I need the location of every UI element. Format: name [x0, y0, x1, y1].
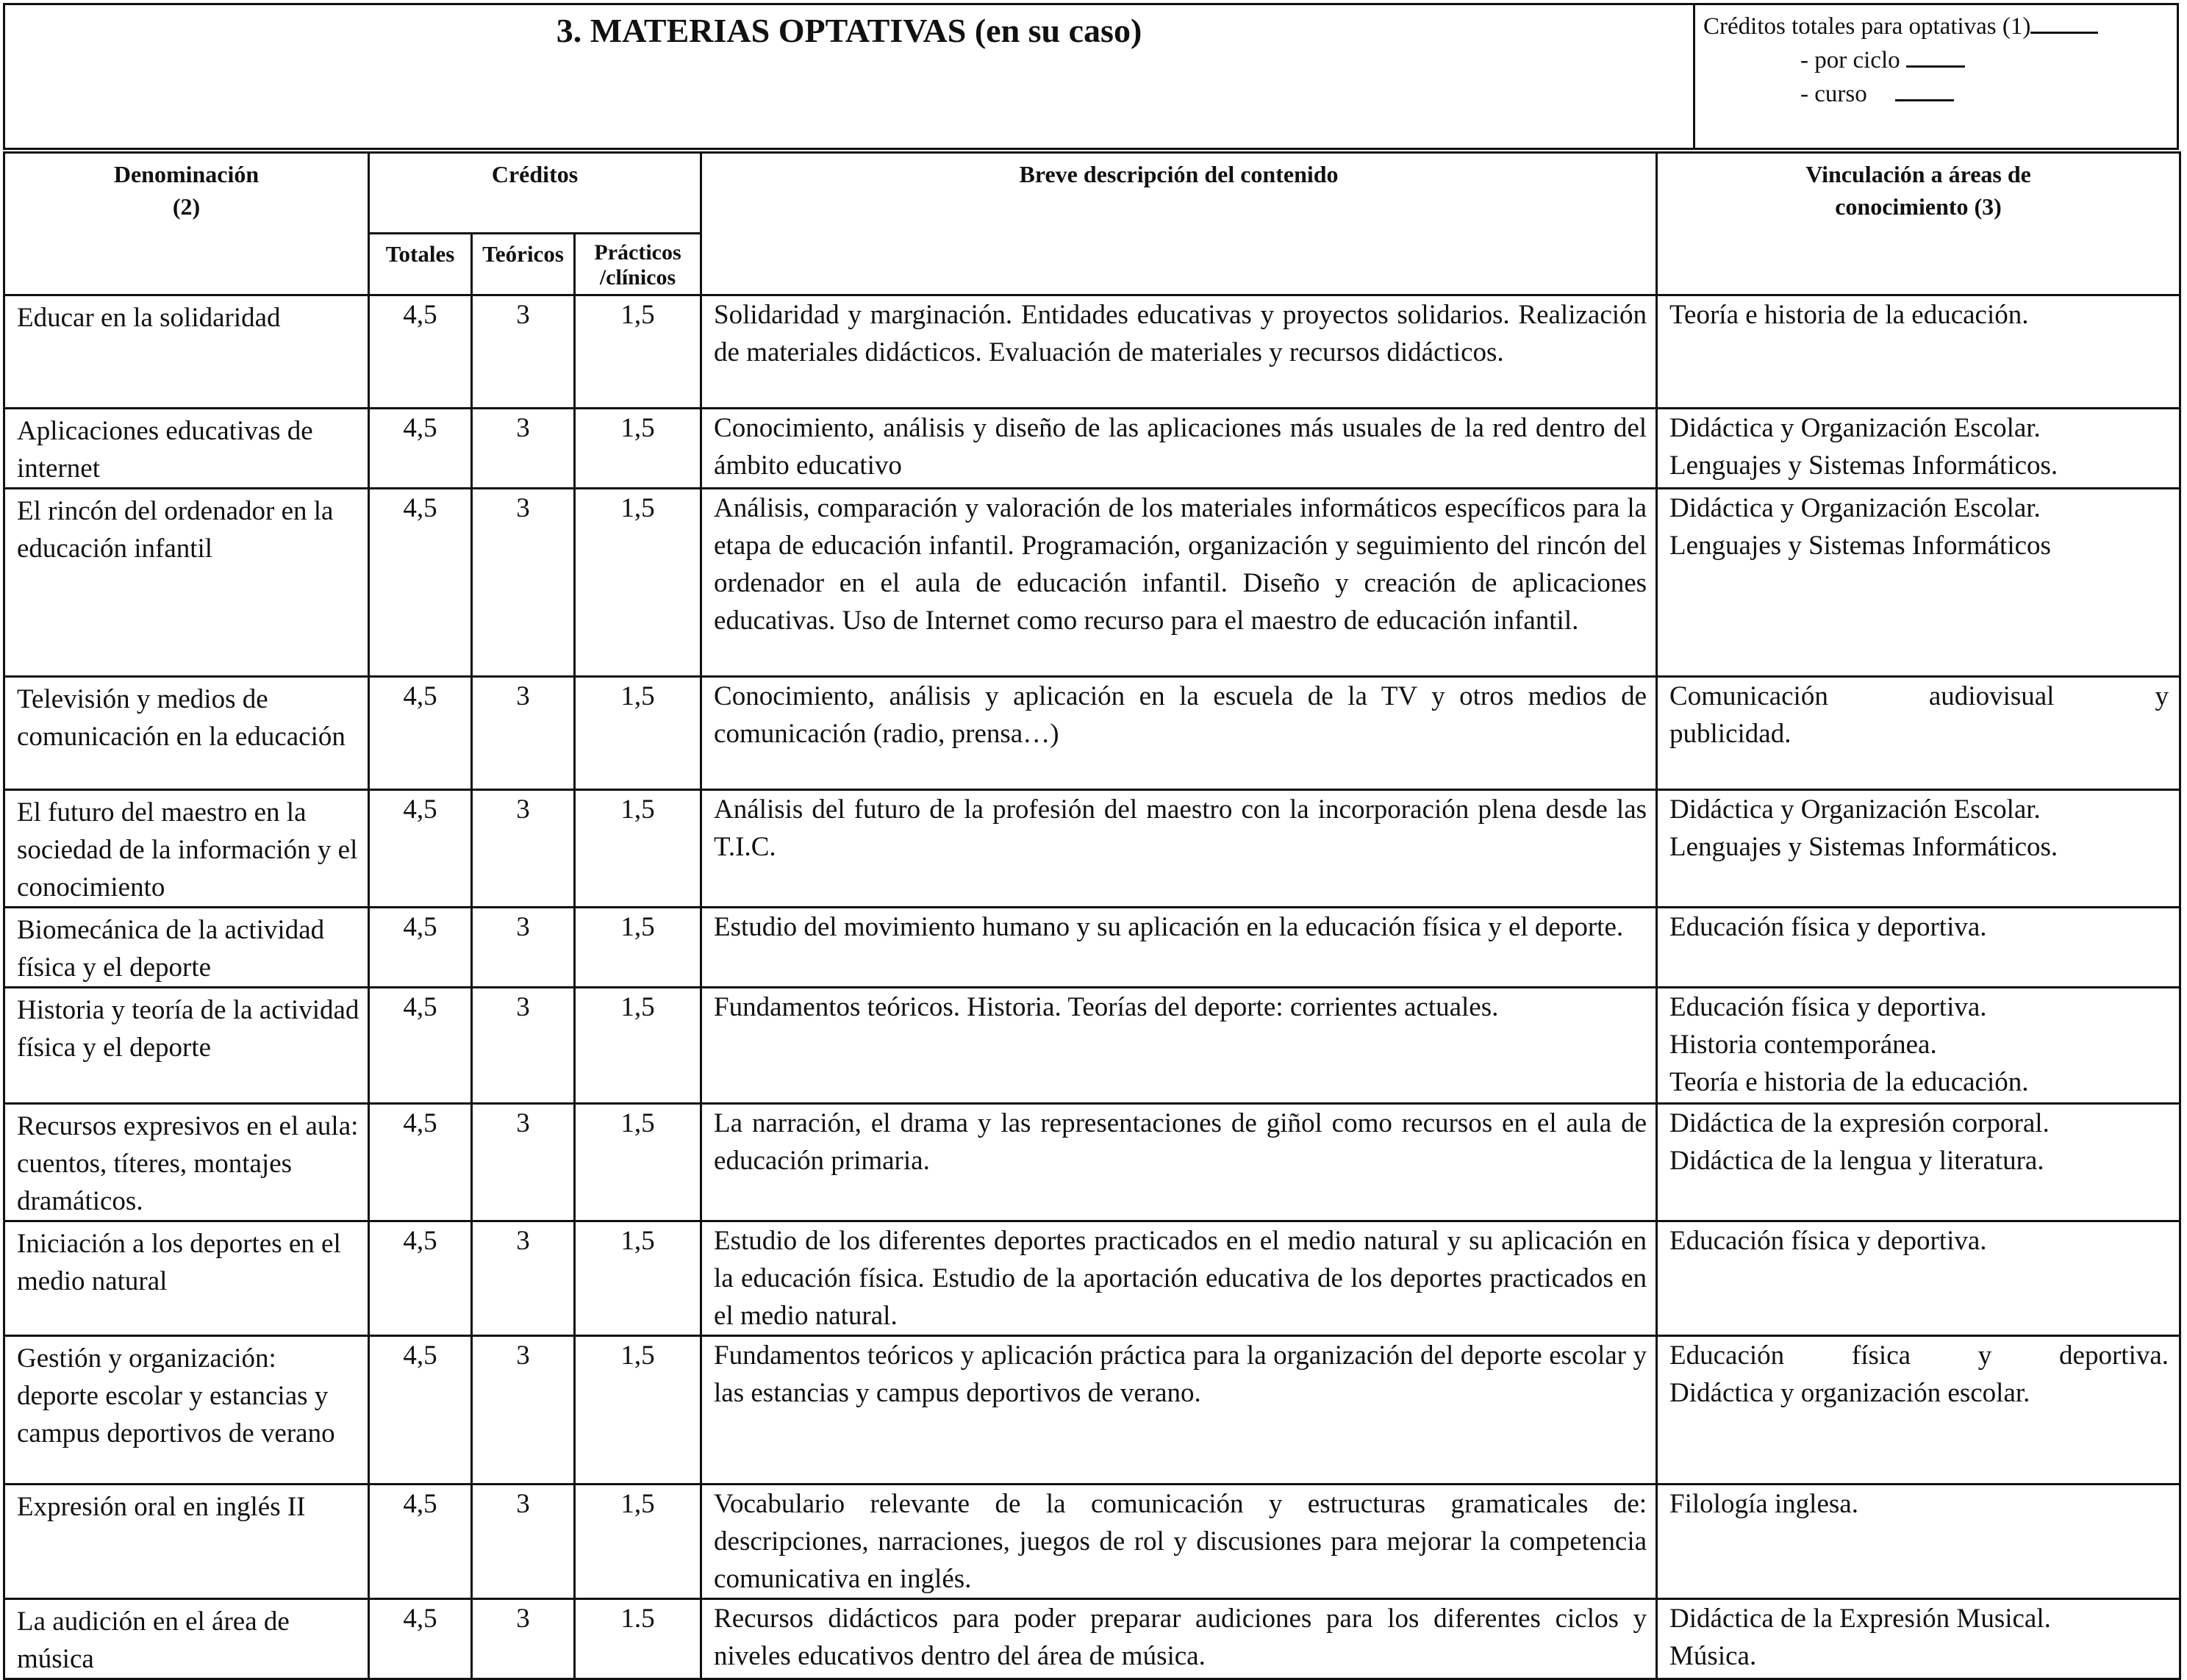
subject-name: Educar en la solidaridad: [4, 295, 369, 409]
knowledge-areas: [1657, 489, 2180, 677]
subject-description: Vocabulario relevante de la comunicación y estructuras gramaticales de: descripciones, narraciones, juegos de rol y discusiones para mejorar la competencia comunicativa en inglés.: [701, 1485, 1657, 1599]
knowledge-areas: [1657, 908, 2180, 988]
credits-teoricos: 3: [472, 908, 575, 988]
header-band: [3, 3, 2179, 150]
subject-description: Análisis, comparación y valoración de los materiales informáticos específicos para la etapa de educación infantil. Programación, organización y seguimiento del rincón del ordenador en el aula de educación infantil. Diseño y creación de aplicaciones educativas. Uso de Internet como recurso para el maestro de educación infantil.: [701, 489, 1657, 677]
credits-practicos: 1,5: [575, 677, 701, 790]
header-divider: [1693, 5, 1695, 148]
table-row: [4, 1485, 2180, 1599]
col-header-name: Denominación (2): [4, 153, 369, 295]
credits-totales: 4,5: [369, 409, 472, 489]
credits-teoricos: 3: [472, 1336, 575, 1485]
subject-description: Estudio del movimiento humano y su aplicación en la educación física y el deporte.: [701, 908, 1657, 988]
credits-total-line: [1703, 10, 2098, 43]
credits-per-cycle-label: - por ciclo: [1800, 47, 1900, 73]
knowledge-area-line: Educación física y deportiva.: [1669, 1340, 2169, 1371]
knowledge-areas: [1657, 1336, 2180, 1485]
credits-summary: [1703, 10, 2098, 111]
credits-course-line: [1703, 77, 2098, 111]
table-row: [4, 295, 2180, 409]
credits-practicos: 1,5: [575, 409, 701, 489]
credits-practicos: 1.5: [575, 1599, 701, 1679]
credits-totales: 4,5: [369, 908, 472, 988]
table-row: [4, 489, 2180, 677]
knowledge-area-line: Didáctica de la Expresión Musical.: [1669, 1604, 2051, 1634]
table-row: [4, 1599, 2180, 1679]
table-row: [4, 908, 2180, 988]
col-header-areas: Vinculación a áreas de conocimiento (3): [1657, 153, 2180, 295]
subject-description: Solidaridad y marginación. Entidades educativas y proyectos solidarios. Realización de materiales didácticos. Evaluación de materiales y recursos didácticos.: [701, 295, 1657, 409]
table-row: [4, 1336, 2180, 1485]
knowledge-areas: [1657, 1221, 2180, 1336]
credits-totales: 4,5: [369, 1221, 472, 1336]
credits-practicos: 1,5: [575, 790, 701, 908]
subject-description: Fundamentos teóricos. Historia. Teorías del deporte: corrientes actuales.: [701, 988, 1657, 1104]
credits-teoricos: 3: [472, 1221, 575, 1336]
table-row: [4, 677, 2180, 790]
subject-name: Gestión y organización: deporte escolar y estancias y campus deportivos de verano: [4, 1336, 369, 1485]
knowledge-area-line: Teoría e historia de la educación.: [1669, 1067, 2029, 1097]
credits-practicos: 1,5: [575, 1221, 701, 1336]
credits-totales: 4,5: [369, 1485, 472, 1599]
credits-totales: 4,5: [369, 988, 472, 1104]
page-title: 3. MATERIAS OPTATIVAS (en su caso): [556, 12, 1142, 49]
subject-description: Estudio de los diferentes deportes practicados en el medio natural y su aplicación en la educación física. Estudio de la aportación educativa de los deportes practicados en el medio natural.: [701, 1221, 1657, 1336]
credits-per-cycle-blank: [1906, 46, 1965, 68]
subject-description: Fundamentos teóricos y aplicación práctica para la organización del deporte escolar y las estancias y campus deportivos de verano.: [701, 1336, 1657, 1485]
subject-description: Análisis del futuro de la profesión del maestro con la incorporación plena desde las T.I.C.: [701, 790, 1657, 908]
credits-teoricos: 3: [472, 677, 575, 790]
knowledge-area-line: Didáctica y organización escolar.: [1669, 1378, 2030, 1408]
credits-teoricos: 3: [472, 295, 575, 409]
credits-course-label: - curso: [1800, 81, 1867, 107]
table-row: [4, 988, 2180, 1104]
table-row: [4, 1104, 2180, 1221]
credits-totales: 4,5: [369, 489, 472, 677]
subject-name: El futuro del maestro en la sociedad de la información y el conocimiento: [4, 790, 369, 908]
credits-teoricos: 3: [472, 1599, 575, 1679]
credits-practicos: 1,5: [575, 295, 701, 409]
col-header-totales: Totales: [369, 234, 472, 295]
subject-name: Biomecánica de la actividad física y el deporte: [4, 908, 369, 988]
knowledge-area-line: Música.: [1669, 1641, 1757, 1671]
credits-teoricos: 3: [472, 1104, 575, 1221]
knowledge-area-line: publicidad.: [1669, 719, 1792, 749]
credits-cycle-line: [1703, 43, 2098, 77]
credits-teoricos: 3: [472, 1485, 575, 1599]
subject-name: Aplicaciones educativas de internet: [4, 409, 369, 489]
credits-totales: 4,5: [369, 295, 472, 409]
table-row: [4, 409, 2180, 489]
credits-teoricos: 3: [472, 409, 575, 489]
knowledge-area-line: Didáctica y Organización Escolar.: [1669, 493, 2041, 523]
table-body: [4, 295, 2180, 1679]
knowledge-areas: [1657, 988, 2180, 1104]
knowledge-area-line: Educación física y deportiva.: [1669, 992, 1987, 1022]
credits-practicos: 1,5: [575, 1485, 701, 1599]
knowledge-area-line: Didáctica de la lengua y literatura.: [1669, 1146, 2044, 1176]
col-header-description: Breve descripción del contenido: [701, 153, 1657, 295]
credits-totales: 4,5: [369, 1104, 472, 1221]
subject-description: Conocimiento, análisis y aplicación en la escuela de la TV y otros medios de comunicación (radio, prensa…): [701, 677, 1657, 790]
credits-practicos: 1,5: [575, 988, 701, 1104]
subject-name: Recursos expresivos en el aula: cuentos, títeres, montajes dramáticos.: [4, 1104, 369, 1221]
col-header-practicos: Prácticos /clínicos: [575, 234, 701, 295]
subject-name: La audición en el área de música: [4, 1599, 369, 1679]
knowledge-area-line: Teoría e historia de la educación.: [1669, 300, 2029, 330]
knowledge-areas: [1657, 1104, 2180, 1221]
knowledge-area-line: Educación física y deportiva.: [1669, 1226, 1987, 1256]
subject-name: Expresión oral en inglés II: [4, 1485, 369, 1599]
subject-description: Recursos didácticos para poder preparar audiciones para los diferentes ciclos y niveles educativos dentro del área de música.: [701, 1599, 1657, 1679]
knowledge-areas: [1657, 1599, 2180, 1679]
credits-practicos: 1,5: [575, 908, 701, 988]
subject-name: Televisión y medios de comunicación en la educación: [4, 677, 369, 790]
knowledge-area-line: Lenguajes y Sistemas Informáticos: [1669, 531, 2051, 561]
credits-teoricos: 3: [472, 988, 575, 1104]
credits-totales: 4,5: [369, 790, 472, 908]
knowledge-area-line: Comunicación audiovisual y: [1669, 681, 2169, 711]
optional-subjects-table: [3, 151, 2181, 1680]
knowledge-area-line: Historia contemporánea.: [1669, 1030, 1937, 1060]
knowledge-areas: [1657, 1485, 2180, 1599]
subject-name: Historia y teoría de la actividad física y el deporte: [4, 988, 369, 1104]
credits-total-blank: [2030, 12, 2098, 34]
knowledge-area-line: Didáctica de la expresión corporal.: [1669, 1108, 2050, 1138]
subject-name: Iniciación a los deportes en el medio natural: [4, 1221, 369, 1336]
credits-totales: 4,5: [369, 1599, 472, 1679]
credits-practicos: 1,5: [575, 489, 701, 677]
knowledge-areas: [1657, 295, 2180, 409]
subject-description: Conocimiento, análisis y diseño de las aplicaciones más usuales de la red dentro del ámbito educativo: [701, 409, 1657, 489]
credits-practicos: 1,5: [575, 1336, 701, 1485]
knowledge-area-line: Lenguajes y Sistemas Informáticos.: [1669, 832, 2058, 862]
subject-description: La narración, el drama y las representaciones de giñol como recursos en el aula de educación primaria.: [701, 1104, 1657, 1221]
knowledge-area-line: Lenguajes y Sistemas Informáticos.: [1669, 450, 2058, 481]
credits-practicos: 1,5: [575, 1104, 701, 1221]
col-header-teoricos: Teóricos: [472, 234, 575, 295]
knowledge-area-line: Filología inglesa.: [1669, 1489, 1858, 1519]
table-row: [4, 790, 2180, 908]
credits-teoricos: 3: [472, 790, 575, 908]
credits-course-blank: [1895, 80, 1954, 101]
knowledge-area-line: Educación física y deportiva.: [1669, 912, 1987, 942]
col-header-credits: Créditos: [369, 153, 701, 234]
knowledge-areas: [1657, 409, 2180, 489]
knowledge-areas: [1657, 677, 2180, 790]
table-row: [4, 1221, 2180, 1336]
subject-name: El rincón del ordenador en la educación infantil: [4, 489, 369, 677]
knowledge-area-line: Didáctica y Organización Escolar.: [1669, 794, 2041, 825]
credits-teoricos: 3: [472, 489, 575, 677]
knowledge-area-line: Didáctica y Organización Escolar.: [1669, 413, 2041, 443]
credits-total-label: Créditos totales para optativas (1): [1703, 13, 2031, 40]
table-header: [4, 153, 2180, 295]
credits-totales: 4,5: [369, 1336, 472, 1485]
credits-totales: 4,5: [369, 677, 472, 790]
knowledge-areas: [1657, 790, 2180, 908]
